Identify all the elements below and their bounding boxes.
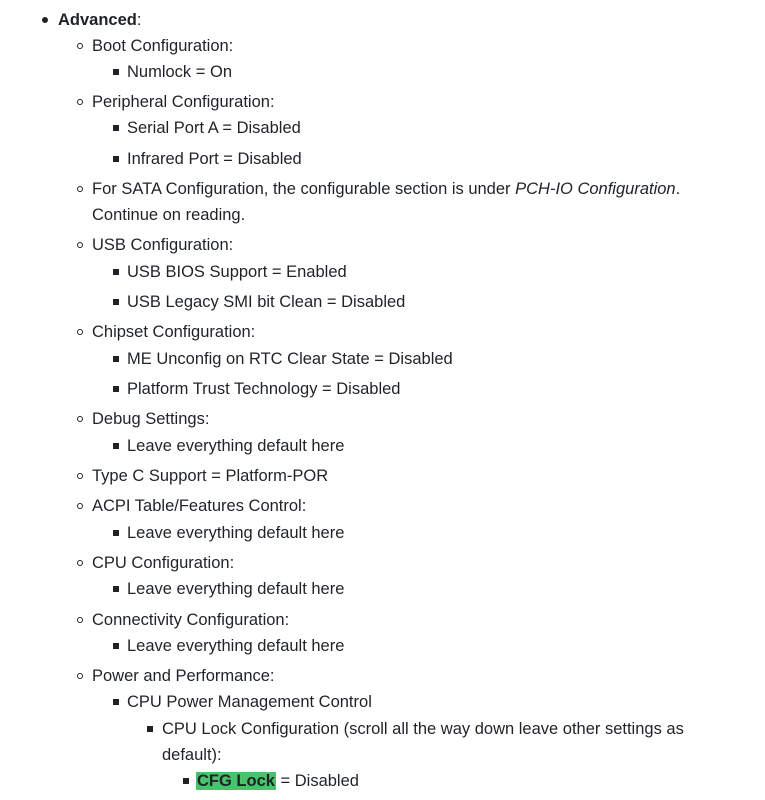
list-item-serial-port: Serial Port A = Disabled <box>127 119 301 137</box>
list-item-cpu-default: Leave everything default here <box>127 580 345 598</box>
bullet-circle <box>77 329 83 335</box>
bullet-square <box>113 69 119 75</box>
bullet-circle <box>77 186 83 192</box>
list-item-usb-configuration: USB Configuration: <box>92 236 234 254</box>
list-item-platform-trust: Platform Trust Technology = Disabled <box>127 380 401 398</box>
bullet-circle <box>77 99 83 105</box>
list-item-infrared-port: Infrared Port = Disabled <box>127 150 302 168</box>
list-item-power-performance: Power and Performance: <box>92 667 275 685</box>
bullet-circle <box>77 617 83 623</box>
list-item-cpu-power-management: CPU Power Management Control <box>127 693 372 711</box>
bullet-square <box>113 443 119 449</box>
list-item-usb-bios: USB BIOS Support = Enabled <box>127 263 347 281</box>
bullet-circle <box>77 242 83 248</box>
bullet-circle <box>77 673 83 679</box>
list-item-cpu-lock-configuration: CPU Lock Configuration (scroll all the way down leave other settings as <box>162 720 684 738</box>
bullet-circle <box>77 43 83 49</box>
bullet-circle <box>77 473 83 479</box>
list-item-type-c-support: Type C Support = Platform-POR <box>92 467 329 485</box>
list-item-numlock: Numlock = On <box>127 63 232 81</box>
list-item-advanced <box>58 7 141 33</box>
bullet-square <box>113 586 119 592</box>
bullet-square <box>113 269 119 275</box>
list-item-usb-legacy: USB Legacy SMI bit Clean = Disabled <box>127 293 406 311</box>
bullet-square <box>113 125 119 131</box>
sata-emphasis: PCH-IO Configuration <box>515 180 676 198</box>
sata-text: For SATA Configuration, the configurable section is under <box>92 180 516 198</box>
bullet-square <box>113 643 119 649</box>
bullet-disc <box>42 17 48 23</box>
sata-note-continuation: Continue on reading. <box>92 206 246 224</box>
list-item-debug-default: Leave everything default here <box>127 437 345 455</box>
sata-suffix: . <box>675 180 681 198</box>
cfg-lock-highlight: CFG Lock <box>197 772 275 790</box>
bullet-square <box>113 299 119 305</box>
bullet-circle <box>77 560 83 566</box>
cfg-lock-value: = Disabled <box>275 772 359 790</box>
bullet-square <box>113 530 119 536</box>
bullet-square <box>147 726 153 732</box>
bullet-square <box>113 356 119 362</box>
bullet-square <box>113 386 119 392</box>
list-item-acpi-control: ACPI Table/Features Control: <box>92 497 307 515</box>
cpu-lock-continuation: default): <box>162 746 222 764</box>
list-item-debug-settings: Debug Settings: <box>92 410 210 428</box>
list-item-cpu-configuration: CPU Configuration: <box>92 554 235 572</box>
bullet-circle <box>77 503 83 509</box>
list-item-peripheral-configuration: Peripheral Configuration: <box>92 93 275 111</box>
list-item-chipset-configuration: Chipset Configuration: <box>92 323 256 341</box>
advanced-title: Advanced <box>58 11 137 29</box>
bullet-circle <box>77 416 83 422</box>
list-item-connectivity-configuration: Connectivity Configuration: <box>92 611 290 629</box>
list-item-boot-configuration: Boot Configuration: <box>92 37 234 55</box>
bullet-square <box>183 778 189 784</box>
bullet-square <box>113 156 119 162</box>
list-item-connectivity-default: Leave everything default here <box>127 637 345 655</box>
bullet-square <box>113 699 119 705</box>
list-item-acpi-default: Leave everything default here <box>127 524 345 542</box>
list-item-me-unconfig: ME Unconfig on RTC Clear State = Disabled <box>127 350 453 368</box>
list-item-sata-note <box>92 176 680 202</box>
advanced-colon: : <box>136 11 142 29</box>
list-item-cfg-lock <box>196 768 359 794</box>
